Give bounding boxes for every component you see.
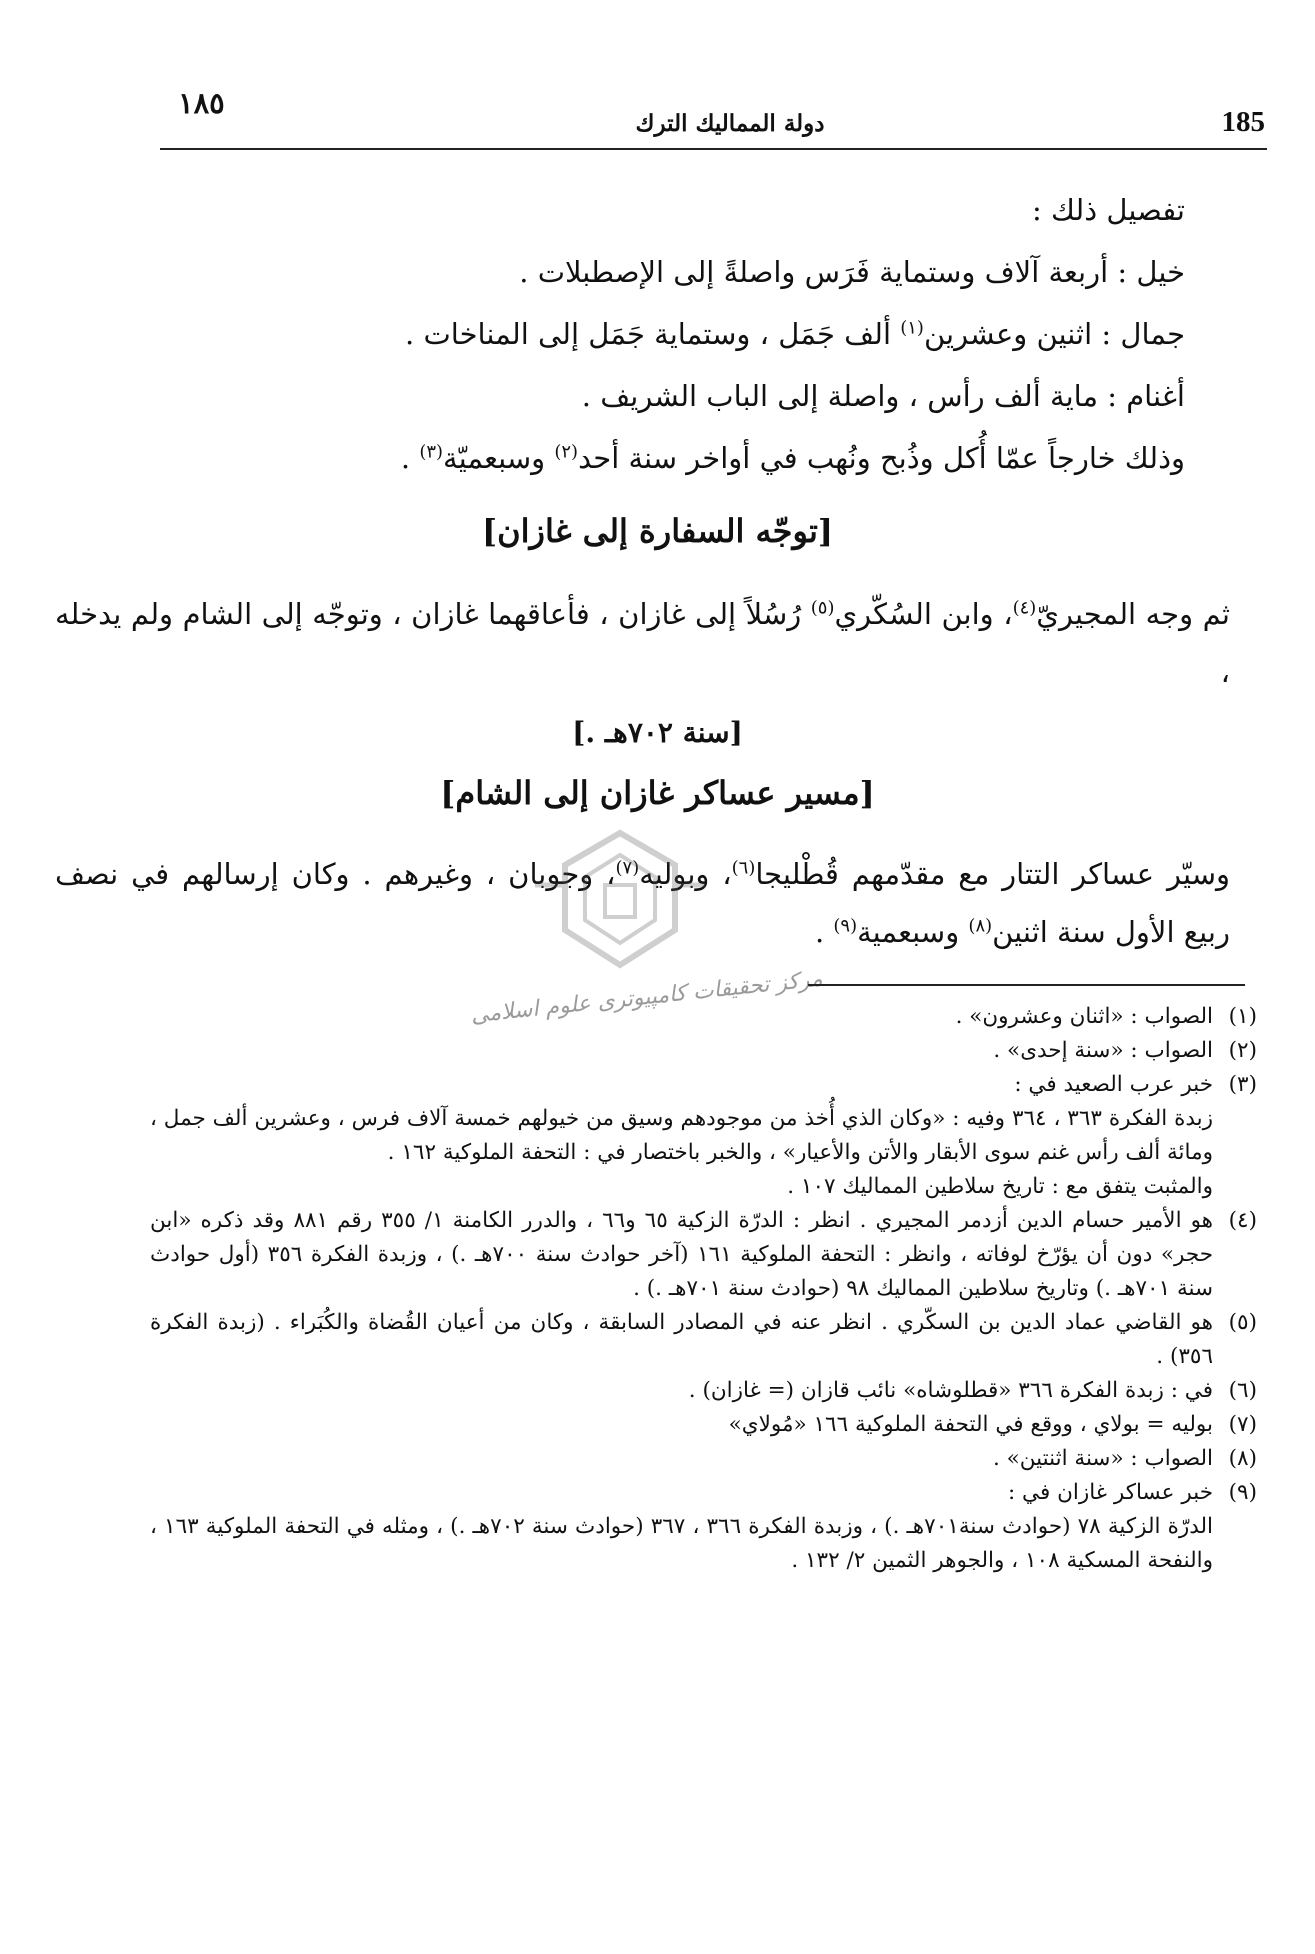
footnote: (١) الصواب : «اثنان وعشرون» .	[955, 1004, 1257, 1029]
footnote-marker: (٤)	[1012, 597, 1037, 619]
footnote-marker: (٧)	[615, 857, 640, 879]
footnote: (٤) هو الأمير حسام الدين أزدمر المجيري . انظر : الدرّة الزكية ٦٥ و٦٦ ، والدرر الكامنة ١/ ٣٥٥ رقم ٨٨١ وقد ذكره «ابن حجر» دون أن يؤرّخ لوفاته ، وانظر : التحفة الملوكية ١٦١ (آخر حوادث سنة ٧٠٠هـ .) ، وزبدة الفكرة ٣٥٦ (أول حوادث سنة ٧٠١هـ .) وتاريخ سلاطين المماليك ٩٨ (حوادث سنة ٧٠١هـ .) .	[150, 1208, 1257, 1301]
footnote: (٩) خبر عساكر غازان في : الدرّة الزكية ٧٨ (حوادث سنة٧٠١هـ .) ، وزبدة الفكرة ٣٦٦ ، ٣٦٧ (حوادث سنة ٧٠٢هـ .) ، ومثله في التحفة الملوكية ١٦٣ ، والنفحة المسكية ١٠٨ ، والجوهر الثمين ٢/ ١٣٢ .	[150, 1480, 1257, 1573]
stamp-signature-text: مركز تحقيقات كامپيوتری علوم اسلامی	[469, 966, 824, 1029]
text-line: خيل : أربعة آلاف وستماية فَرَس واصلةً إلى الإصطبلات .	[519, 255, 1185, 289]
footnote: (٦) في : زبدة الفكرة ٣٦٦ «قطلوشاه» نائب قازان (= غازان) .	[688, 1378, 1257, 1403]
footnote-marker: (٩)	[833, 915, 858, 937]
footnote-marker: (٥)	[810, 597, 835, 619]
section-heading: [مسير عساكر غازان إلى الشام]	[440, 774, 875, 812]
footnote: (٨) الصواب : «سنة اثنتين» .	[992, 1446, 1257, 1471]
footnote-marker: (٨)	[968, 915, 993, 937]
section-heading: [توجّه السفارة إلى غازان]	[481, 512, 834, 550]
text-line: أغنام : ماية ألف رأس ، واصلة إلى الباب الشريف .	[581, 379, 1185, 413]
text-line: وذلك خارجاً عمّا أُكل وذُبح ونُهب في أواخر سنة أحد$^{(٢)}$ وسبعميّة$^{(٣)}$ .	[400, 441, 1185, 475]
page-number-latin: 185	[1221, 106, 1265, 138]
footnote: (٢) الصواب : «سنة إحدى» .	[993, 1038, 1257, 1063]
footnotes	[150, 1000, 1257, 1578]
footnote: (٧) بوليه = بولاي ، ووقع في التحفة الملوكية ١٦٦ «مُولاي»	[728, 1412, 1257, 1437]
footnote-marker: (٦)	[731, 857, 756, 879]
footnote-marker: (١)	[900, 317, 924, 339]
text-line: تفصيل ذلك :	[1031, 193, 1185, 227]
page-number-arabic: ١٨٥	[178, 86, 225, 120]
paragraph: ثم وجه المجيريّ$^{(٤)}$، وابن السُكّري$^{(٥)}$ رُسُلاً إلى غازان ، فأعاقهما غازان ، وتوجّه إلى الشام ولم يدخله ،	[55, 597, 1231, 689]
footnote-marker: (٢)	[554, 441, 579, 463]
running-title: دولة المماليك الترك	[635, 110, 825, 137]
text-line: جمال : اثنين وعشرين$^{(١)}$ ألف جَمَل ، وستماية جَمَل إلى المناخات .	[405, 317, 1185, 351]
footnote-marker: (٣)	[419, 441, 444, 463]
footnote: (٣) خبر عرب الصعيد في : زبدة الفكرة ٣٦٣ ، ٣٦٤ وفيه : «وكان الذي أُخذ من موجودهم وسيق من خيولهم خمسة آلاف فرس ، وعشرين ألف جمل ، ومائة ألف رأس غنم سوى الأبقار والأتن والأعيار» ، والخبر باختصار في : التحفة الملوكية ١٦٢ . والمثبت يتفق مع : تاريخ سلاطين المماليك ١٠٧ .	[150, 1072, 1257, 1199]
footnote-rule	[808, 984, 1245, 986]
year-heading: [سنة ٧٠٢هـ .]	[572, 716, 743, 749]
footnote: (٥) هو القاضي عماد الدين بن السكّري . انظر عنه في المصادر السابقة ، وكان من أعيان القُضاة والكُبَراء . (زبدة الفكرة ٣٥٦) .	[150, 1310, 1257, 1369]
library-stamp-icon	[525, 825, 715, 975]
paragraph: وسيّر عساكر التتار مع مقدّمهم قُطْليجا$^{(٦)}$، وبوليه$^{(٧)}$، وجوبان ، وغيرهم . وكان إرسالهم في نصف ربيع الأول سنة اثنين$^{(٨)}$ وسبعمية$^{(٩)}$ .	[55, 857, 1231, 949]
